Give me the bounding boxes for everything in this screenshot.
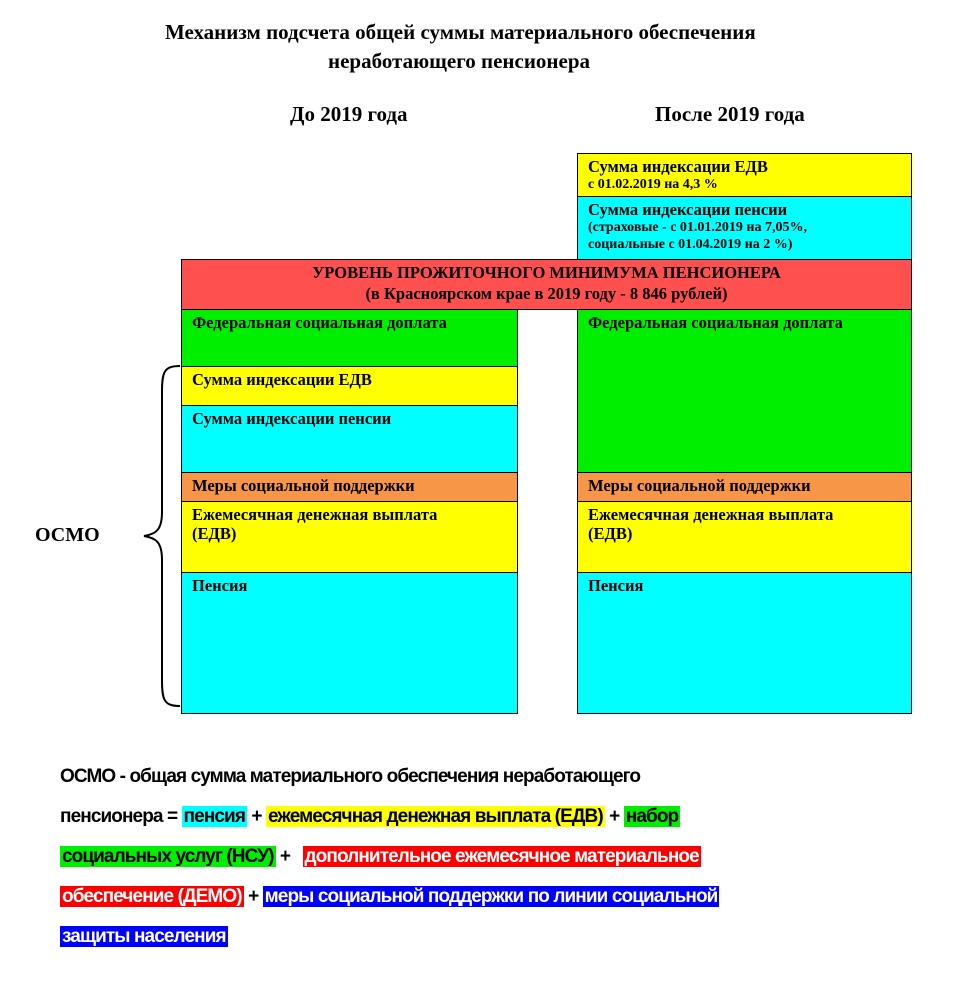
left-edv-box xyxy=(181,501,518,573)
pension-index-box-after xyxy=(577,196,912,260)
edv-index-box-after xyxy=(577,153,912,197)
right-edv-line-2: (ЕДВ) xyxy=(588,524,633,543)
legend-support-2: защиты населения xyxy=(62,926,226,947)
left-pension-index-box: Сумма индексации пенсии xyxy=(181,405,518,473)
title-line-2: неработающего пенсионера xyxy=(328,49,591,73)
minimum-line-2: (в Красноярском крае в 2019 году - 8 846 рублей) xyxy=(365,284,728,303)
left-edv-line-1: Ежемесячная денежная выплата xyxy=(192,505,438,524)
right-pension-box: Пенсия xyxy=(577,572,912,714)
pension-index-note-1: (страховые - с 01.01.2019 на 7,05%, xyxy=(588,220,807,235)
column-heading-after: После 2019 года xyxy=(655,102,805,126)
left-pension-box: Пенсия xyxy=(181,572,518,714)
legend-line-5 xyxy=(60,924,228,950)
right-edv-line-1: Ежемесячная денежная выплата xyxy=(588,505,834,524)
pension-index-note-2: социальные с 01.04.2019 на 2 %) xyxy=(588,237,793,252)
legend-line-2 xyxy=(60,804,680,830)
plus-sign: + xyxy=(609,806,620,827)
plus-sign: + xyxy=(279,846,291,867)
legend-line-1 xyxy=(60,764,640,790)
legend-nsu-1: набор xyxy=(625,806,679,827)
legend-line-3 xyxy=(60,844,701,870)
legend-pensioner-eq: пенсионера = xyxy=(60,806,182,827)
legend-edv: ежемесячная денежная выплата (ЕДВ) xyxy=(267,806,603,827)
edv-index-title: Сумма индексации ЕДВ xyxy=(588,157,768,176)
subsistence-minimum-band xyxy=(181,259,912,310)
title-line-1: Механизм подсчета общей суммы материального обеспечения xyxy=(165,20,756,44)
right-edv-box xyxy=(577,501,912,573)
curly-brace xyxy=(140,362,184,710)
minimum-line-1: УРОВЕНЬ ПРОЖИТОЧНОГО МИНИМУМА ПЕНСИОНЕРА xyxy=(312,263,781,282)
plus-sign: + xyxy=(248,886,259,907)
left-federal-box: Федеральная социальная доплата xyxy=(181,309,518,367)
left-edv-line-2: (ЕДВ) xyxy=(192,524,237,543)
osmo-label: ОСМО xyxy=(35,524,100,546)
left-edv-index-box: Сумма индексации ЕДВ xyxy=(181,366,518,406)
edv-index-note: с 01.02.2019 на 4,3 % xyxy=(588,177,718,192)
legend-osmo-definition: ОСМО - общая сумма материального обеспечения неработающего xyxy=(60,766,641,787)
left-support-box: Меры социальной поддержки xyxy=(181,472,518,502)
column-heading-before: До 2019 года xyxy=(290,102,408,126)
legend-support-1: меры социальной поддержки по линии социальной xyxy=(264,886,718,907)
legend-line-4 xyxy=(60,884,719,910)
legend-demo-1: дополнительное ежемесячное материальное xyxy=(304,846,699,867)
right-federal-box: Федеральная социальная доплата xyxy=(577,309,912,473)
legend-pension: пенсия xyxy=(183,806,245,827)
plus-sign: + xyxy=(251,806,262,827)
legend-nsu-2: социальных услуг (НСУ) xyxy=(62,846,274,867)
pension-index-title: Сумма индексации пенсии xyxy=(588,200,788,219)
legend-demo-2: обеспечение (ДЕМО) xyxy=(62,886,242,907)
right-support-box: Меры социальной поддержки xyxy=(577,472,912,502)
